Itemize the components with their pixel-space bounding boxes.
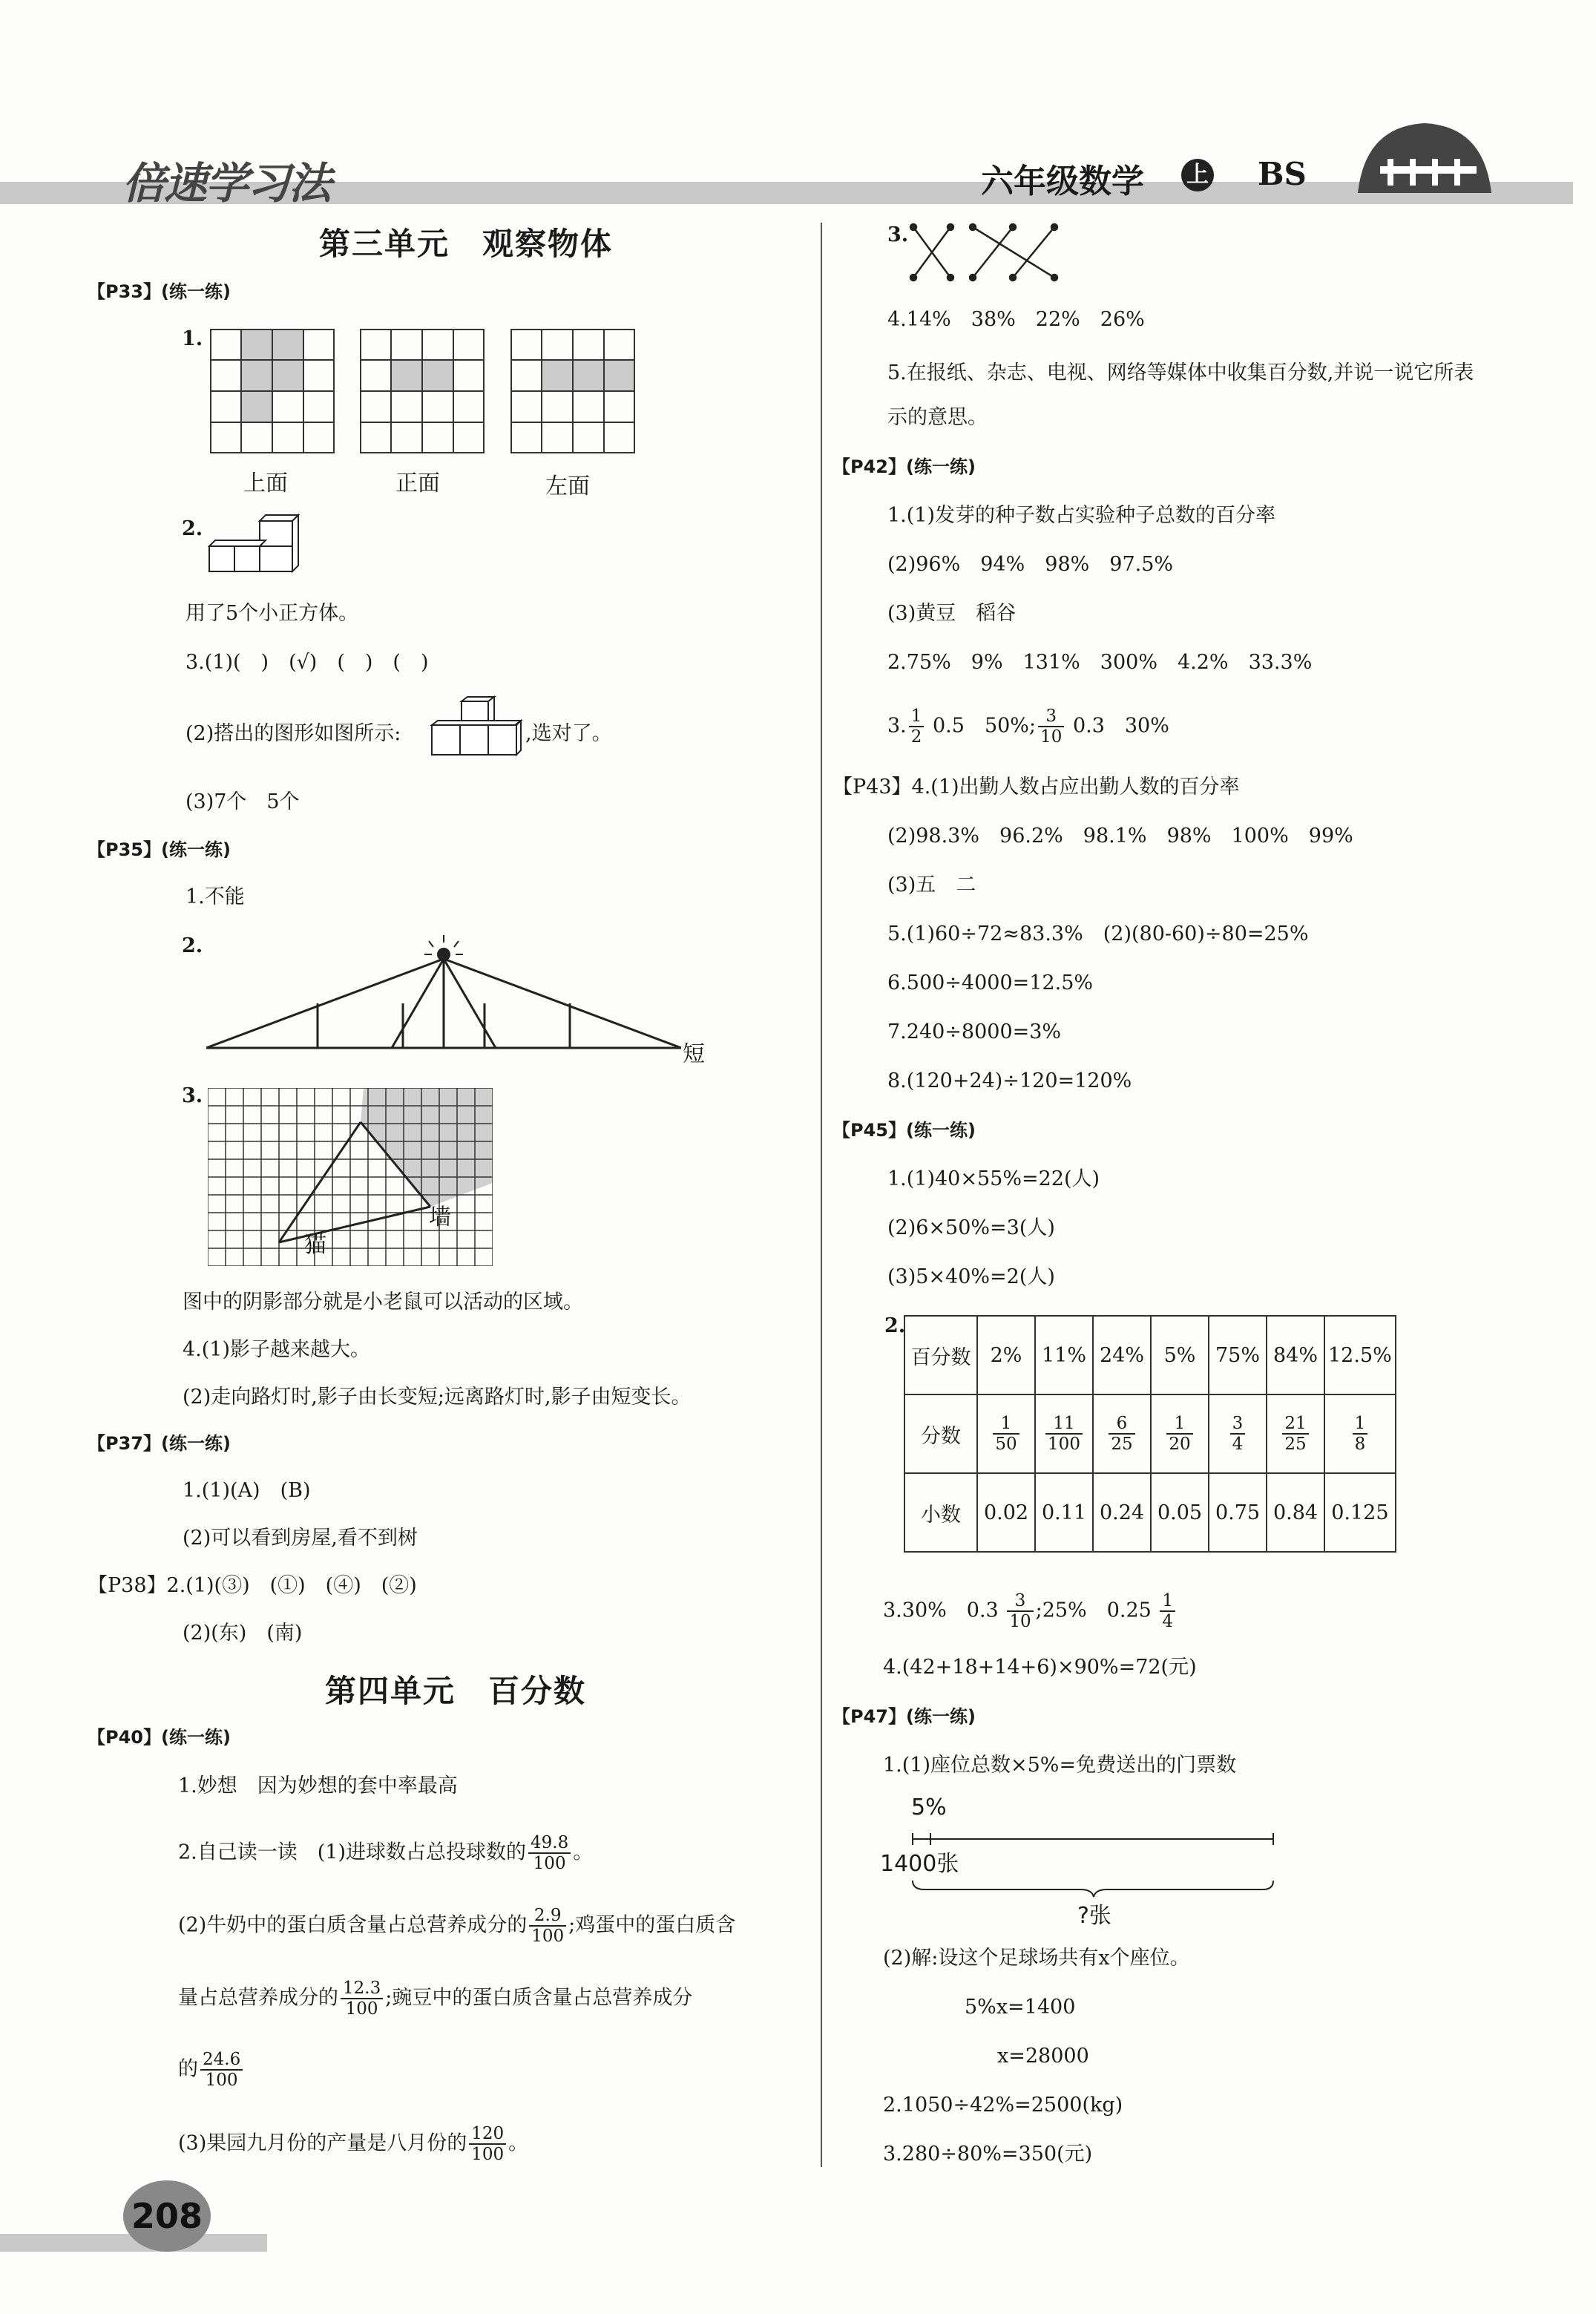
p40-head: 【P40】(练一练)	[88, 1727, 231, 1748]
fraction-12-3: $\frac{12.3}{100}$	[341, 1979, 383, 2019]
segment-1400-label: 1400张	[880, 1851, 959, 1877]
p42-q3	[887, 707, 1169, 747]
view-label-front: 正面	[395, 471, 440, 496]
view-grid-front	[360, 329, 486, 455]
lamp-shadow-figure	[206, 929, 681, 1063]
p45-q1-2: (2)6×50%=3(人)	[887, 1216, 1055, 1239]
fraction-24-6: $\frac{24.6}{100}$	[200, 2050, 243, 2090]
p42-head: 【P42】(练一练)	[833, 456, 976, 477]
right-q7-calc: 7.240÷8000=3%	[887, 1020, 1062, 1043]
table-cell: 24%	[1093, 1316, 1151, 1394]
table-cell: 0.75	[1209, 1473, 1267, 1552]
row-label: 分数	[904, 1394, 977, 1473]
right-q4: 4.14% 38% 22% 26%	[887, 308, 1145, 331]
p35-q4-2: (2)走向路灯时,影子由长变短;远离路灯时,影子由短变长。	[183, 1386, 692, 1409]
percent-conversion-table	[904, 1315, 1396, 1553]
p43-q4-1: 【P43】4.(1)出勤人数占应出勤人数的百分率	[833, 776, 1240, 799]
fraction-1-2: $\frac{1}{2}$	[909, 707, 925, 747]
right-q8-calc: 8.(120+24)÷120=120%	[887, 1069, 1132, 1092]
wall-label: 墙	[429, 1204, 451, 1230]
p40-q2-2b-text: ;鸡蛋中的蛋白质含	[568, 1913, 736, 1937]
table-cell: 0.84	[1267, 1473, 1324, 1552]
header-logo: 倍速学习法	[122, 158, 331, 209]
table-row-fraction	[904, 1394, 1396, 1473]
p47-q3: 3.280÷80%=350(元)	[883, 2143, 1093, 2166]
unit3-title: 第三单元 观察物体	[319, 226, 614, 262]
p40-q2-3: (3)果园九月份的产量是八月份的 $\frac{120}{100}$ 。	[178, 2124, 529, 2164]
p35-q3-num: 3.	[182, 1084, 203, 1107]
table-cell: $\frac{1}{20}$	[1151, 1394, 1209, 1473]
table-cell: 0.11	[1035, 1473, 1093, 1552]
p40-q2-2a-text: (2)牛奶中的蛋白质含量占总营养成分的	[178, 1913, 528, 1937]
segment-question-label: ?张	[1077, 1903, 1111, 1929]
view-label-left: 左面	[545, 473, 590, 499]
p40-q2-1-text: 2.自己读一读 (1)进球数占总投球数的	[178, 1841, 527, 1864]
p47-head: 【P47】(练一练)	[833, 1706, 976, 1727]
p42-q1-1: 1.(1)发芽的种子数占实验种子总数的百分率	[887, 504, 1276, 527]
header-subject: 六年级数学	[981, 163, 1144, 200]
p45-q4: 4.(42+18+14+6)×90%=72(元)	[883, 1656, 1197, 1679]
table-cell: 0.02	[977, 1473, 1035, 1552]
header-house-decoration	[1350, 119, 1506, 200]
header-edition: BS	[1258, 156, 1307, 192]
fraction-2-9: $\frac{2.9}{100}$	[529, 1906, 566, 1946]
fraction-120: $\frac{120}{100}$	[469, 2124, 506, 2164]
p38-q2-2: (2)(东) (南)	[183, 1622, 303, 1645]
column-divider	[821, 223, 822, 2167]
unit4-title: 第四单元 百分数	[325, 1673, 587, 1709]
p45-q3	[883, 1591, 1178, 1631]
p40-q2-2c-text: 量占总营养成分的	[178, 1986, 338, 2010]
p33-q3-2a: (2)搭出的图形如图所示:	[185, 722, 401, 745]
table-cell: 11%	[1035, 1316, 1093, 1394]
table-row-decimal	[904, 1473, 1396, 1552]
right-q5-calc: 5.(1)60÷72≈83.3% (2)(80-60)÷80=25%	[887, 922, 1309, 945]
p47-q1-1: 1.(1)座位总数×5%=免费送出的门票数	[883, 1754, 1237, 1777]
p33-q2-num: 2.	[182, 517, 203, 540]
cat-label: 猫	[304, 1232, 326, 1258]
p47-q1-2: (2)解:设这个足球场共有x个座位。	[883, 1947, 1190, 1970]
row-label: 百分数	[904, 1316, 977, 1394]
p33-head: 【P33】(练一练)	[88, 281, 231, 302]
cube-built-figure	[429, 695, 525, 770]
fraction-3-10: $\frac{3}{10}$	[1038, 707, 1064, 747]
table-cell: $\frac{21}{25}$	[1267, 1394, 1324, 1473]
table-cell: 5%	[1151, 1316, 1209, 1394]
equation-1: 5%x=1400	[965, 1996, 1076, 2019]
table-cell: $\frac{6}{25}$	[1093, 1394, 1151, 1473]
table-cell: 2%	[977, 1316, 1035, 1394]
p33-q3-3: (3)7个 5个	[185, 790, 300, 813]
p37-q1-2: (2)可以看到房屋,看不到树	[183, 1527, 418, 1550]
right-q3-num: 3.	[887, 223, 909, 246]
p35-q2-num: 2.	[182, 934, 203, 957]
segment-diagram	[910, 1824, 1281, 1898]
segment-5pct-label: 5%	[911, 1795, 947, 1820]
p42-q1-3: (3)黄豆 稻谷	[887, 602, 1017, 625]
table-cell: 84%	[1267, 1316, 1324, 1394]
right-q6-calc: 6.500÷4000=12.5%	[887, 971, 1094, 994]
p33-q1-num: 1.	[182, 327, 203, 350]
table-cell: $\frac{3}{4}$	[1209, 1394, 1267, 1473]
p45-q3-a: 3.30% 0.3	[883, 1599, 999, 1622]
p42-q3-c: 0.3 30%	[1072, 714, 1169, 738]
table-row-percent	[904, 1316, 1396, 1394]
p35-q4-1: 4.(1)影子越来越大。	[183, 1338, 371, 1361]
table-cell: $\frac{11}{100}$	[1035, 1394, 1093, 1473]
table-cell: $\frac{1}{50}$	[977, 1394, 1035, 1473]
table-cell: 75%	[1209, 1316, 1267, 1394]
p37-head: 【P37】(练一练)	[88, 1433, 231, 1454]
p33-q2-text: 用了5个小正方体。	[185, 602, 359, 625]
fraction-1-4: $\frac{1}{4}$	[1160, 1591, 1175, 1631]
p40-q2-3-text: (3)果园九月份的产量是八月份的	[178, 2131, 467, 2155]
p40-q2-2e-text: 的	[178, 2057, 198, 2081]
p40-q2-2e	[178, 2050, 245, 2090]
right-q5a: 5.在报纸、杂志、电视、网络等媒体中收集百分数,并说一说它所表	[887, 361, 1474, 384]
view-grid-left	[510, 329, 637, 455]
table-cell: 0.05	[1151, 1473, 1209, 1552]
volume-badge: 上	[1181, 159, 1214, 191]
p35-q3-text: 图中的阴影部分就是小老鼠可以活动的区域。	[183, 1291, 583, 1314]
p43-q4-3: (3)五 二	[887, 874, 976, 897]
p33-q3-2b: ,选对了。	[525, 722, 612, 745]
p40-q2-1: 2.自己读一读 (1)进球数占总投球数的 $\frac{49.8}{100}$ 。	[178, 1833, 594, 1873]
p45-q3-b: ;25% 0.25	[1035, 1599, 1152, 1622]
short-label: 短	[683, 1041, 705, 1067]
p42-q1-2: (2)96% 94% 98% 97.5%	[887, 553, 1174, 576]
p42-q2: 2.75% 9% 131% 300% 4.2% 33.3%	[887, 651, 1313, 674]
p40-q2-2a	[178, 1906, 735, 1946]
p33-q3-1: 3.(1)( ) (√) ( ) ( )	[185, 651, 429, 674]
p40-q2-2d-text: ;豌豆中的蛋白质含量占总营养成分	[385, 1986, 693, 2010]
matching-lines-figure	[909, 223, 1065, 283]
p42-q3-b: 0.5 50%;	[933, 714, 1037, 738]
p45-q1-1: 1.(1)40×55%=22(人)	[887, 1167, 1100, 1190]
fraction-49-8: $\frac{49.8}{100}$	[528, 1833, 571, 1873]
table-cell: 0.24	[1093, 1473, 1151, 1552]
cube-stack-figure	[208, 514, 304, 580]
p35-head: 【P35】(练一练)	[88, 839, 231, 860]
p45-head: 【P45】(练一练)	[833, 1120, 976, 1141]
p45-q2-num: 2.	[884, 1314, 906, 1337]
p43-q4-2: (2)98.3% 96.2% 98.1% 98% 100% 99%	[887, 825, 1353, 848]
p38-q2-1: 【P38】2.(1)(③) (①) (④) (②)	[88, 1574, 417, 1597]
table-cell: 0.125	[1324, 1473, 1396, 1552]
p37-q1-1: 1.(1)(A) (B)	[183, 1479, 311, 1502]
view-label-top: 上面	[243, 471, 288, 496]
p40-q2-2c	[178, 1979, 692, 2019]
p35-q1: 1.不能	[185, 885, 245, 908]
cat-wall-grid-figure	[208, 1088, 493, 1266]
page-number-badge: 208	[123, 2180, 211, 2252]
right-q5b: 示的意思。	[887, 406, 988, 429]
view-grid-top	[210, 329, 336, 455]
table-cell: 12.5%	[1324, 1316, 1396, 1394]
fraction-3-10b: $\frac{3}{10}$	[1007, 1591, 1033, 1631]
p42-q3-a: 3.	[887, 714, 907, 738]
table-cell: $\frac{1}{8}$	[1324, 1394, 1396, 1473]
p45-q1-3: (3)5×40%=2(人)	[887, 1265, 1055, 1288]
equation-2: x=28000	[997, 2045, 1089, 2068]
row-label: 小数	[904, 1473, 977, 1552]
p47-q2: 2.1050÷42%=2500(kg)	[883, 2094, 1123, 2117]
p40-q1: 1.妙想 因为妙想的套中率最高	[178, 1774, 458, 1797]
